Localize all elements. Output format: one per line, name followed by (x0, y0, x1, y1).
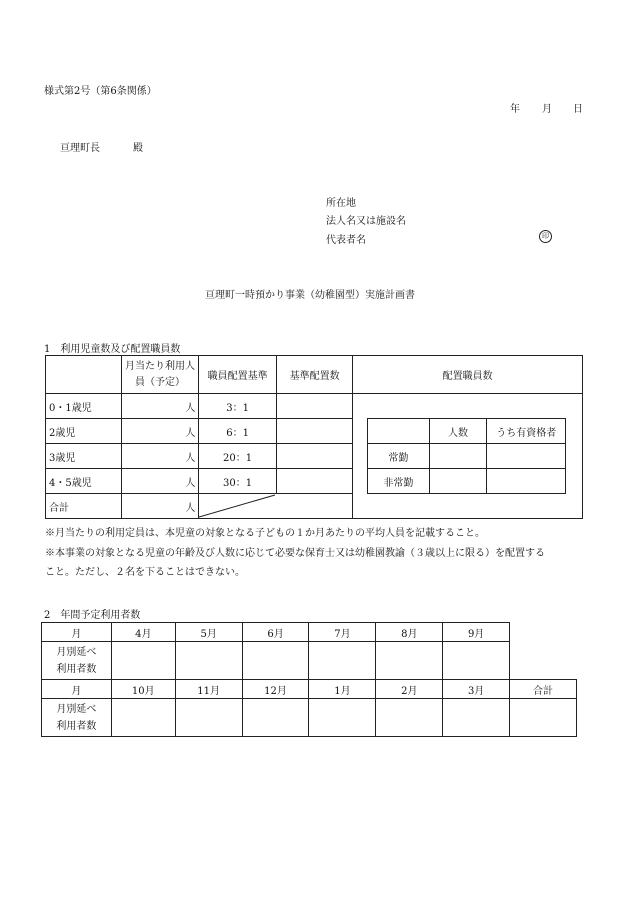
users-cell[interactable] (242, 642, 309, 680)
standard-count-cell[interactable] (276, 469, 353, 494)
note-line-2: ※本事業の対象となる児童の年齢及び人数に応じて必要な保育士又は幼稚園教諭（３歳以上に限る）を配置する (45, 548, 545, 559)
age-label: 4・5歳児 (46, 469, 122, 494)
seal-mark: 印 (539, 230, 552, 243)
users-cell[interactable] (111, 642, 175, 680)
section1-heading: 1 利用児童数及び配置職員数 (44, 344, 181, 355)
annual-users-table (41, 622, 577, 737)
users-cell[interactable] (376, 642, 443, 680)
unit-label[interactable]: 人 (121, 494, 199, 519)
form-number: 様式第2号（第6条関係） (44, 86, 157, 97)
fulltime-label: 常勤 (368, 444, 430, 469)
fulltime-qualified-cell[interactable] (487, 444, 566, 469)
total-cell[interactable] (510, 699, 577, 737)
unit-label[interactable]: 人 (121, 444, 199, 469)
ratio-value: 6：1 (199, 419, 277, 444)
age-label: 0・1歳児 (46, 394, 122, 419)
ratio-value: 30：1 (199, 469, 277, 494)
standard-count-cell[interactable] (276, 419, 353, 444)
users-row-label-line1: 月別延べ (56, 703, 97, 715)
month-header-row-1 (42, 623, 577, 642)
users-cell[interactable] (111, 699, 175, 737)
diagonal-cell (199, 494, 353, 519)
age-label: 3歳児 (46, 444, 122, 469)
month-label: 9月 (443, 623, 510, 642)
unit-label[interactable]: 人 (121, 394, 199, 419)
month-label: 4月 (111, 623, 175, 642)
section2-heading: 2 年間予定利用者数 (44, 610, 141, 621)
honorific: 殿 (133, 143, 143, 154)
unit-label[interactable]: 人 (121, 419, 199, 444)
month-label: 8月 (376, 623, 443, 642)
users-cell[interactable] (309, 642, 376, 680)
users-row-label (42, 699, 112, 737)
standard-count-cell[interactable] (276, 444, 353, 469)
addressee: 亘理町長 (60, 143, 100, 154)
users-row-2 (42, 699, 577, 737)
month-label: 6月 (242, 623, 309, 642)
users-cell[interactable] (242, 699, 309, 737)
month-label: 3月 (443, 680, 510, 699)
address-label: 所在地 (326, 198, 356, 209)
header-qualified: うち有資格者 (487, 419, 566, 444)
date-year: 年 (510, 104, 520, 115)
header-staff-ratio: 職員配置基準 (199, 356, 277, 394)
header-assigned-staff: 配置職員数 (353, 356, 583, 394)
month-label: 11月 (175, 680, 242, 699)
header-count: 人数 (429, 419, 487, 444)
total-label: 合計 (46, 494, 122, 519)
total-header: 合計 (510, 680, 577, 699)
users-row-label-line2: 利用者数 (56, 663, 97, 675)
note-line-3: こと。ただし、２名を下ることはできない。 (45, 567, 245, 578)
unit-label[interactable]: 人 (121, 469, 199, 494)
month-label: 7月 (309, 623, 376, 642)
month-label: 2月 (376, 680, 443, 699)
diagonal-line (199, 494, 352, 518)
ratio-value: 3：1 (199, 394, 277, 419)
month-header-row-2 (42, 680, 577, 699)
users-cell[interactable] (443, 642, 510, 680)
month-label: 1月 (309, 680, 376, 699)
users-cell[interactable] (175, 642, 242, 680)
representative-label: 代表者名 (326, 235, 366, 246)
table-header-row (46, 356, 583, 394)
users-cell[interactable] (175, 699, 242, 737)
parttime-label: 非常勤 (368, 469, 430, 494)
fulltime-count-cell[interactable] (429, 444, 487, 469)
users-cell[interactable] (309, 699, 376, 737)
users-row-label (42, 642, 112, 680)
users-row-label-line2: 利用者数 (56, 720, 97, 732)
table-row (46, 394, 583, 419)
month-header: 月 (42, 680, 112, 699)
parttime-count-cell[interactable] (429, 469, 487, 494)
users-row-label-line1: 月別延べ (56, 646, 97, 658)
header-monthly-users: 月当たり利用人員（予定） (121, 356, 199, 394)
staff-breakdown-table (367, 418, 566, 494)
age-label: 2歳児 (46, 419, 122, 444)
users-row-1 (42, 642, 577, 680)
staff-header-row (368, 419, 566, 444)
document-title: 亘理町一時預かり事業（幼稚園型）実施計画書 (205, 290, 415, 301)
date-day: 日 (573, 104, 583, 115)
month-label: 12月 (242, 680, 309, 699)
staff-row-fulltime (368, 444, 566, 469)
staff-row-parttime (368, 469, 566, 494)
corp-name-label: 法人名又は施設名 (326, 216, 406, 227)
month-label: 10月 (111, 680, 175, 699)
ratio-value: 20：1 (199, 444, 277, 469)
parttime-qualified-cell[interactable] (487, 469, 566, 494)
users-cell[interactable] (443, 699, 510, 737)
users-cell[interactable] (376, 699, 443, 737)
month-label: 5月 (175, 623, 242, 642)
date-month: 月 (542, 104, 552, 115)
seal-icon (539, 230, 552, 243)
month-header: 月 (42, 623, 112, 642)
note-line-1: ※月当たりの利用定員は、本児童の対象となる子どもの１か月あたりの平均人員を記載すること。 (45, 528, 485, 539)
header-standard-count: 基準配置数 (276, 356, 353, 394)
standard-count-cell[interactable] (276, 394, 353, 419)
